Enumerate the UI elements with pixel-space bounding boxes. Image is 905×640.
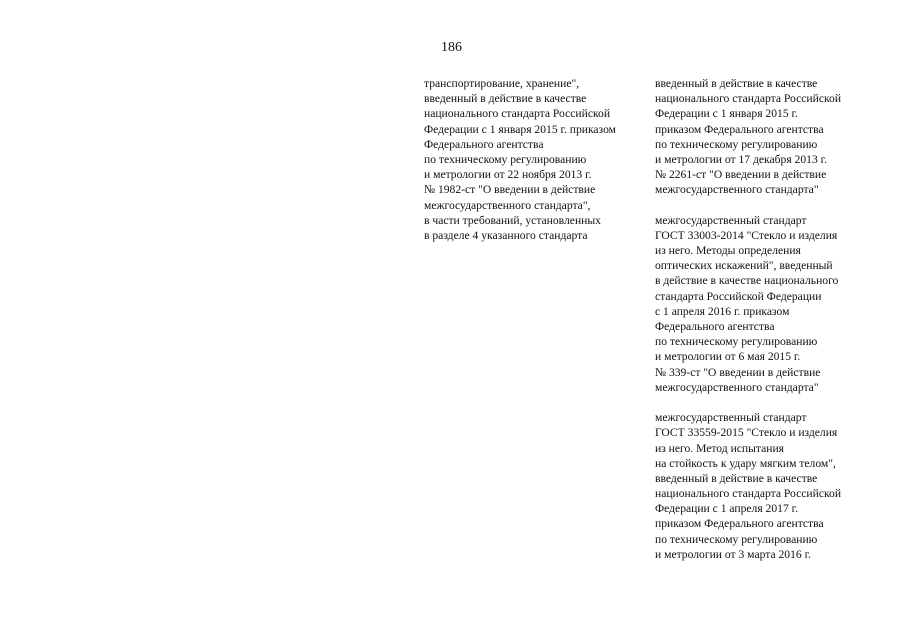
right-line: межгосударственного стандарта": [655, 183, 819, 197]
left-column: [424, 76, 616, 243]
right-line: введенный в действие в качестве: [655, 471, 818, 485]
left-line: в разделе 4 указанного стандарта: [424, 228, 588, 242]
right-line: межгосударственный стандарт: [655, 411, 807, 425]
left-line: межгосударственного стандарта",: [424, 198, 591, 212]
page-number: 186: [441, 40, 462, 55]
right-line: по техническому регулированию: [655, 137, 818, 151]
paragraph-spacer: [655, 395, 841, 410]
right-line: оптических искажений", введенный: [655, 259, 833, 273]
right-line: ГОСТ 33003-2014 "Стекло и изделия: [655, 228, 838, 242]
left-line: Федерации с 1 января 2015 г. приказом: [424, 122, 616, 136]
left-line: Федерального агентства: [424, 137, 544, 151]
right-line: по техническому регулированию: [655, 532, 818, 546]
right-line: и метрологии от 3 марта 2016 г.: [655, 547, 811, 561]
right-line: в действие в качестве национального: [655, 274, 839, 288]
right-paragraph-3: [655, 410, 841, 562]
right-line: Федерации с 1 апреля 2017 г.: [655, 502, 798, 516]
right-line: введенный в действие в качестве: [655, 77, 818, 90]
right-line: по техническому регулированию: [655, 335, 818, 349]
right-line: с 1 апреля 2016 г. приказом: [655, 304, 790, 318]
right-line: из него. Методы определения: [655, 244, 801, 258]
left-line: по техническому регулированию: [424, 152, 587, 166]
right-line: приказом Федерального агентства: [655, 517, 824, 531]
right-paragraph-1: [655, 76, 841, 198]
right-line: из него. Метод испытания: [655, 441, 785, 455]
left-line: и метрологии от 22 ноября 2013 г.: [424, 168, 592, 182]
right-line: национального стандарта Российской: [655, 487, 842, 501]
right-line: № 2261-ст "О введении в действие: [655, 168, 827, 182]
right-line: национального стандарта Российской: [655, 92, 842, 106]
right-line: № 339-ст "О введении в действие: [655, 365, 821, 379]
left-line: № 1982-ст "О введении в действие: [424, 183, 596, 197]
right-line: на стойкость к удару мягким телом",: [655, 456, 836, 470]
paragraph-spacer: [655, 198, 841, 213]
right-line: и метрологии от 17 декабря 2013 г.: [655, 152, 827, 166]
right-line: Федерального агентства: [655, 320, 775, 333]
left-line: национального стандарта Российской: [424, 107, 611, 121]
right-line: и метрологии от 6 мая 2015 г.: [655, 350, 801, 364]
right-line: межгосударственного стандарта": [655, 380, 819, 394]
right-line: межгосударственный стандарт: [655, 213, 807, 227]
left-line: введенный в действие в качестве: [424, 92, 587, 106]
right-line: стандарта Российской Федерации: [655, 289, 822, 303]
right-paragraph-2: [655, 213, 841, 395]
left-line: в части требований, установленных: [424, 213, 601, 227]
right-line: приказом Федерального агентства: [655, 122, 824, 136]
right-column: [655, 76, 841, 562]
left-line: транспортирование, хранение",: [424, 77, 580, 90]
right-line: Федерации с 1 января 2015 г.: [655, 107, 798, 121]
right-line: ГОСТ 33559-2015 "Стекло и изделия: [655, 426, 838, 440]
